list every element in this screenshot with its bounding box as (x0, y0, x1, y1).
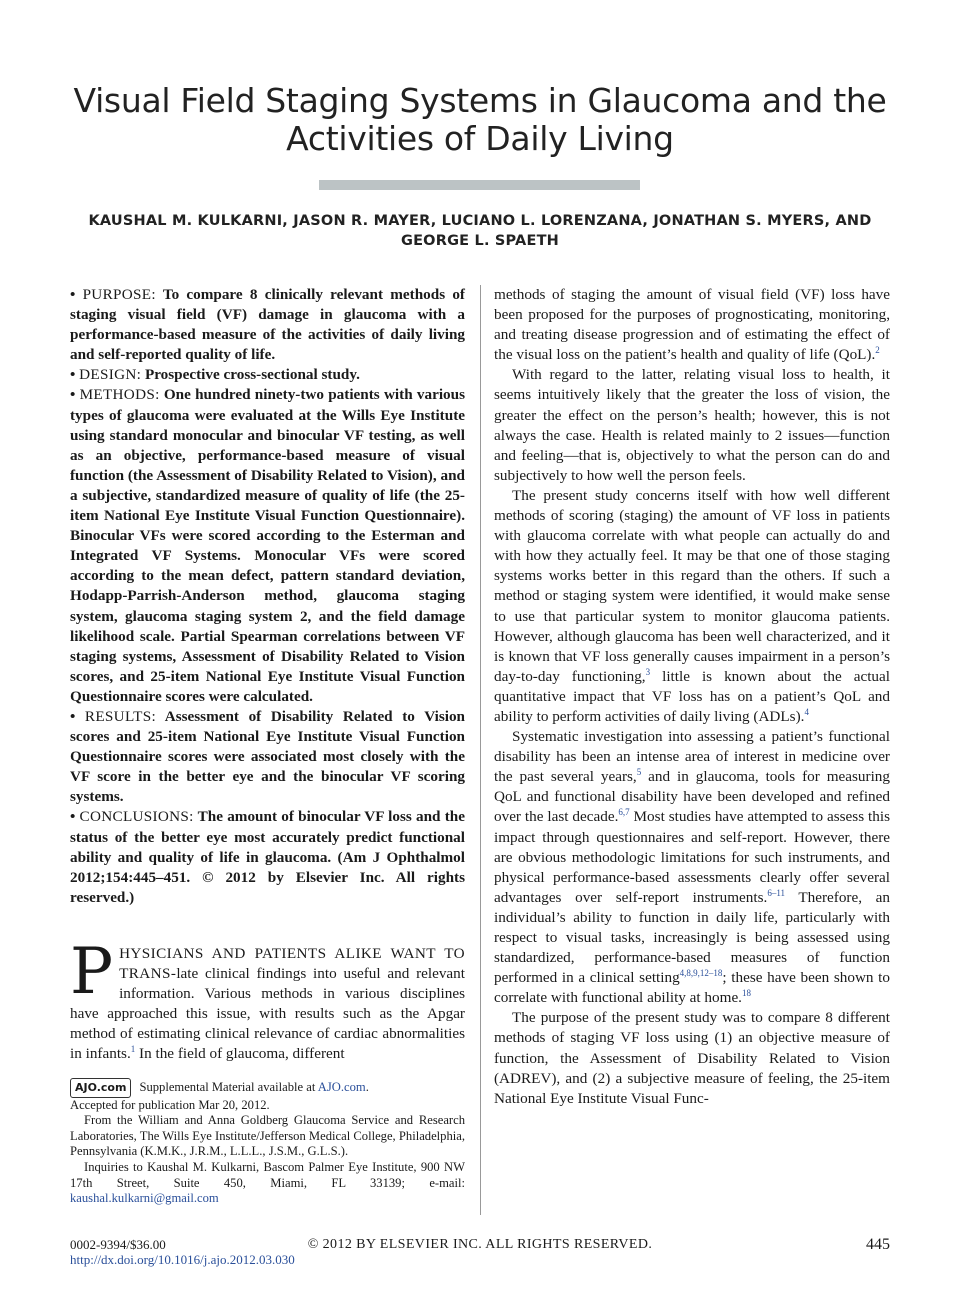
issn: 0002-9394/$36.00 (70, 1237, 166, 1252)
affiliation-note: From the William and Anna Goldberg Glaucoma Service and Research Laboratories, The Wills Eye Institute/Jefferson Medical College, Philadelphia, Pennsylvania (K.M.K., J.R.M., L.L.L., J.S.M., G.L.S.). (70, 1113, 465, 1159)
methods-label: METHODS: (79, 386, 160, 404)
abstract (70, 285, 465, 908)
purpose-label: PURPOSE: (82, 286, 156, 303)
results-label: RESULTS: (84, 707, 156, 725)
drop-cap: P (70, 935, 114, 1009)
footnotes (70, 1078, 465, 1207)
title-rule (319, 180, 640, 190)
conclusions-text: The amount of binocular VF loss and the status of the better eye most accurately predict functional ability and quality of life in glaucoma. (Am J Ophthalmol 2012;154:445–451. © 2012 by Elsevier Inc. All rights reserved.) (70, 808, 465, 906)
reference-link[interactable]: 1 (130, 1044, 136, 1055)
reference-link[interactable]: 4 (804, 706, 809, 717)
intro-lead-caps: HYSICIANS AND PATIENTS ALIKE WANT TO TRANS- (119, 945, 465, 983)
body-right-column (494, 285, 890, 1109)
supplemental-note (70, 1078, 465, 1098)
p4-text-a: Systematic investigation into assessing a patient’s functional disability has been an intense area of interest in medicine over the past several years, (494, 728, 890, 786)
design-label: DESIGN: (79, 366, 142, 384)
p1-text: methods of staging the amount of visual field (VF) loss have been proposed for the purposes of prognosticating, monitoring, and treating disease progression and of estimating the effect of the visual loss on the patient’s health and quality of life (QoL). (494, 286, 890, 364)
body-paragraph-4 (494, 727, 890, 1008)
column-divider (480, 285, 481, 1215)
abstract-purpose: • PURPOSE: To compare 8 clinically relevant methods of staging visual field (VF) damage in glaucoma with a performance-based measure of the activities of daily living and self-reported quality of life. (70, 286, 465, 364)
inquiries-text: Inquiries to Kaushal M. Kulkarni, Bascom Palmer Eye Institute, 900 NW 17th Street, Suite 450, Miami, FL 33139; e-mail: (70, 1159, 465, 1190)
p4-text-c: Most studies have attempted to assess this impact through questionnaires and self-report. However, there are obvious methodologic limitations for such instruments, and physical performance-based assessments clearly offer several advantages over self-report instruments. (494, 808, 890, 906)
p4-text-d: Therefore, an individual’s ability to function in daily life, particularly with respect to visual tasks, increasingly is being assessed using standardized, performance-based measures of function performed in a clinical setting (494, 888, 891, 987)
reference-link[interactable]: 18 (741, 988, 751, 999)
p4-text-e: ; these have been shown to correlate with functional ability at home. (494, 969, 890, 1007)
purpose-text: To compare 8 clinically relevant methods of staging visual field (VF) damage in glaucoma with a performance-based measure of the activities of daily living and self-reported quality of life. (70, 286, 465, 364)
p3-text-a: The present study concerns itself with how well different methods of scoring (staging) the amount of VF loss in patients with glaucoma correlate with what people can actually do and with how they actually feel. It may be that one of those staging systems works better in this regard than the others. If such a method or staging system were identified, it would make sense to use that particular system to monitor glaucoma patients. However, although glaucoma has been well characterized, and it is known that VF loss generally causes impairment in a person’s day-to-day functioning, (494, 486, 890, 685)
copyright: © 2012 BY ELSEVIER INC. ALL RIGHTS RESERVED. (307, 1237, 653, 1252)
authors-line-1: KAUSHAL M. KULKARNI, JASON R. MAYER, LUCIANO L. LORENZANA, JONATHAN S. MYERS, AND (88, 213, 872, 229)
email-link[interactable]: kaushal.kulkarni@gmail.com (70, 1191, 219, 1206)
p4-text-b: and in glaucoma, tools for measuring QoL and functional disability have been developed and refined over the last decade. (494, 768, 890, 826)
abstract-design: • DESIGN: Prospective cross-sectional study. (70, 366, 360, 384)
reference-link[interactable]: 6–11 (767, 887, 785, 898)
title-line-2: Activities of Daily Living (286, 119, 674, 158)
body-paragraph-5: The purpose of the present study was to compare 8 different methods of staging VF loss using (1) an objective measure of function, the Assessment of Disability Related to Vision (ADREV), and (2) a subjective measure of feeling, the 25-item National Eye Institute Visual Func- (494, 1009, 890, 1107)
reference-link[interactable]: 2 (875, 345, 880, 356)
page-number: 445 (866, 1236, 890, 1253)
abstract-results: • RESULTS: Assessment of Disability Related to Vision scores and 25-item National Eye Institute Visual Function Questionnaire scores were associated most closely with the VF score in the better eye and the binocular VF scoring systems. (70, 707, 465, 806)
ajo-logo[interactable]: AJO.com (70, 1078, 131, 1098)
reference-link[interactable]: 3 (645, 666, 651, 677)
introduction-paragraph (70, 935, 465, 1065)
title-line-1: Visual Field Staging Systems in Glaucoma and the (73, 81, 887, 120)
reference-link[interactable]: 4,8,9,12–18 (679, 968, 723, 979)
abstract-conclusions: • CONCLUSIONS: The amount of binocular VF loss and the status of the better eye most accurately predict functional ability and quality of life in glaucoma. (Am J Ophthalmol 2012;154:445–451. © 2012 by Elsevier Inc. All rights reserved.) (70, 808, 465, 906)
intro-text-b: In the field of glaucoma, different (135, 1045, 345, 1063)
ajo-link[interactable]: AJO.com (317, 1080, 366, 1094)
design-text: Prospective cross-sectional study. (144, 366, 360, 384)
supplemental-end: . (365, 1080, 369, 1094)
intro-text-a: late clinical findings into useful and relevant information. Various methods in various disciplines have approached this issue, with results such as the Apgar method of estimating clinical relevance of cardiac abnormalities in infants. (70, 965, 465, 1063)
inquiries-note (70, 1160, 465, 1207)
accepted-note: Accepted for publication Mar 20, 2012. (70, 1097, 270, 1112)
body-paragraph-1 (494, 285, 890, 365)
reference-link[interactable]: 5 (636, 767, 642, 778)
author-list (0, 211, 960, 251)
reference-link[interactable]: 6,7 (618, 807, 630, 818)
results-text: Assessment of Disability Related to Vision scores and 25-item National Eye Institute Visual Function Questionnaire scores were associated most closely with the VF score in the better eye and the binocular VF scoring systems. (70, 707, 465, 806)
supplemental-text: Supplemental Material available at (139, 1080, 318, 1094)
abstract-methods: • METHODS: One hundred ninety-two patients with various types of glaucoma were evaluated at the Wills Eye Institute using standard monocular and binocular VF testing, as well as an objective, performance-based measure of visual function (the Assessment of Disability Related to Vision), and a subjective, standardized measure of quality of life (the 25-item National Eye Institute Visual Function Questionnaire). Binocular VFs were scored according to the Esterman and Integrated VF Systems. Monocular VFs were scored according to the mean defect, pattern standard deviation, Hodapp-Parrish-Anderson method, glaucoma staging system, glaucoma staging system 2, and the field damage likelihood scale. Partial Spearman correlations between VF staging systems, Assessment of Disability Related to Vision scores, and 25-item National Eye Institute Visual Function Questionnaire scores were calculated. (70, 386, 465, 705)
conclusions-label: CONCLUSIONS: (79, 808, 194, 826)
body-paragraph-3 (494, 486, 890, 727)
authors-line-2: GEORGE L. SPAETH (400, 233, 560, 249)
p3-text-b: little is known about the actual quantitative impact that VF loss has on a patient’s QoL and ability to perform activities of daily living (ADLs). (494, 667, 890, 725)
doi-link[interactable]: http://dx.doi.org/10.1016/j.ajo.2012.03.030 (70, 1252, 295, 1267)
article-title (0, 82, 960, 158)
methods-text: One hundred ninety-two patients with various types of glaucoma were evaluated at the Wills Eye Institute using standard monocular and binocular VF testing, as well as an objective, performance-based measure of visual function (the Assessment of Disability Related to Vision), and a subjective, standardized measure of quality of life (the 25-item National Eye Institute Visual Function Questionnaire). Binocular VFs were scored according to the Esterman and Integrated VF Systems. Monocular VFs were scored according to the mean defect, pattern standard deviation, Hodapp-Parrish-Anderson method, glaucoma staging system, glaucoma staging system 2, and the field damage likelihood scale. Partial Spearman correlations between VF staging systems, Assessment of Disability Related to Vision scores, and 25-item National Eye Institute Visual Function Questionnaire scores were calculated. (70, 386, 465, 705)
body-paragraph-2: With regard to the latter, relating visual loss to health, it seems intuitively likely that the greater the loss of vision, the greater the effect on the person’s health; however, this is not always the case. Health is related mainly to 2 issues—function and feeling—that is, objectively to what the person can do and subjectively to how well the person feels. (494, 366, 890, 484)
